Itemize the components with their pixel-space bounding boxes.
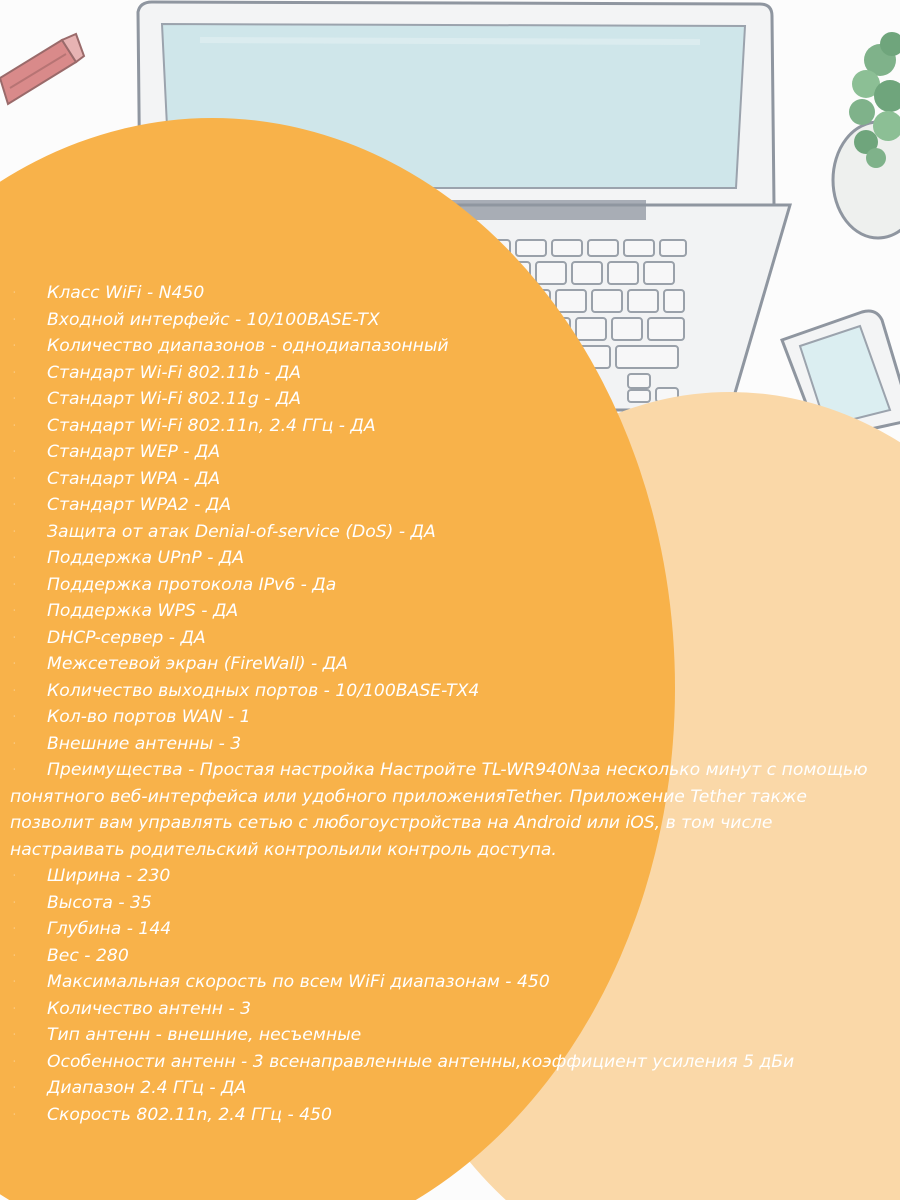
spec-item — [10, 1049, 890, 1076]
spec-item — [10, 1075, 890, 1102]
spec-text: Особенности антенн - 3 всенаправленные антенны,коэффициент усиления 5 дБи — [47, 1051, 795, 1072]
spec-item — [10, 916, 890, 943]
spec-text: Поддержка UPnP - ДА — [47, 548, 245, 568]
spec-item — [10, 545, 890, 572]
spec-text: Поддержка WPS - ДА — [47, 601, 239, 621]
bullet-marker: · — [12, 391, 17, 407]
spec-item — [10, 704, 890, 731]
spec-text: Тип антенн - внешние, несъемные — [47, 1025, 362, 1045]
spec-item — [10, 598, 890, 625]
spec-text: Поддержка протокола IPv6 - Да — [47, 574, 337, 595]
plant-illustration — [833, 32, 900, 238]
spec-text: Количество диапазонов - однодиапазонный — [47, 336, 449, 356]
bullet-marker: · — [12, 550, 17, 566]
spec-item — [10, 969, 890, 996]
bullet-marker: · — [12, 311, 17, 328]
marker-illustration — [0, 34, 84, 104]
bullet-marker: · — [12, 576, 17, 593]
spec-text: Входной интерфейс - 10/100BASE-TX — [47, 309, 380, 330]
bullet-marker: · — [12, 762, 17, 778]
bullet-marker: · — [12, 1053, 17, 1070]
bullet-marker: · — [12, 1080, 17, 1096]
spec-text: Стандарт WPA2 - ДА — [47, 495, 232, 515]
spec-item — [10, 731, 890, 758]
bullet-marker: · — [12, 417, 17, 434]
spec-text: Максимальная скорость по всем WiFi диапазонам - 450 — [47, 972, 550, 992]
spec-text: Стандарт Wi-Fi 802.11g - ДА — [47, 389, 302, 409]
spec-text: Высота - 35 — [47, 892, 152, 913]
spec-item — [10, 466, 890, 493]
bullet-marker: · — [12, 1106, 17, 1123]
bullet-marker: · — [12, 868, 17, 884]
spec-item — [10, 492, 890, 519]
spec-item — [10, 413, 890, 440]
spec-item — [10, 307, 890, 334]
bullet-marker: · — [12, 1027, 17, 1043]
bullet-marker: · — [12, 338, 17, 354]
bullet-marker: · — [12, 921, 17, 937]
spec-text: Внешние антенны - 3 — [47, 733, 242, 754]
spec-item — [10, 1102, 890, 1129]
spec-text: Вес - 280 — [47, 945, 129, 966]
bullet-marker: · — [12, 1000, 17, 1017]
spec-item — [10, 280, 890, 307]
bullet-marker: · — [12, 285, 17, 301]
spec-text: Кол-во портов WAN - 1 — [47, 707, 251, 727]
bullet-marker: · — [12, 497, 17, 513]
bullet-marker: · — [12, 603, 17, 619]
spec-item — [10, 572, 890, 599]
bullet-marker: · — [12, 947, 17, 964]
spec-text: Стандарт WPA - ДА — [47, 468, 221, 489]
bullet-marker: · — [12, 629, 17, 646]
spec-text: Количество антенн - 3 — [47, 998, 252, 1019]
bullet-marker: · — [12, 444, 17, 460]
spec-item — [10, 360, 890, 387]
bullet-marker: · — [12, 894, 17, 911]
spec-text: Класс WiFi - N450 — [47, 283, 205, 303]
spec-text: Стандарт Wi-Fi 802.11b - ДА — [47, 362, 302, 383]
spec-item — [10, 890, 890, 917]
spec-item — [10, 439, 890, 466]
bullet-marker: · — [12, 709, 17, 725]
spec-text: Ширина - 230 — [47, 866, 171, 886]
spec-item — [10, 757, 880, 863]
bullet-marker: · — [12, 974, 17, 990]
spec-item — [10, 386, 890, 413]
spec-text: Защита от атак Denial-of-service (DoS) - ДА — [47, 521, 436, 542]
bullet-marker: · — [12, 364, 17, 381]
spec-item — [10, 678, 890, 705]
bullet-marker: · — [12, 470, 17, 487]
spec-text: Глубина - 144 — [47, 919, 172, 939]
spec-text: DHCP-сервер - ДА — [47, 627, 206, 648]
bullet-marker: · — [12, 523, 17, 540]
spec-item — [10, 1022, 890, 1049]
spec-item — [10, 625, 890, 652]
bullet-marker: · — [12, 682, 17, 699]
spec-item — [10, 333, 890, 360]
spec-text: Преимущества - Простая настройка Настройте TL-WR940Nза несколько минут с помощью понятного веб-интерфейса или удобного приложенияTether. Приложение Tether также позволит вам управлять сетью с любогоустройства на Android или iOS, в том числе настраивать родительский контрольили контроль доступа. — [10, 760, 868, 860]
spec-text: Стандарт WEP - ДА — [47, 442, 221, 462]
spec-item — [10, 651, 890, 678]
spec-item — [10, 996, 890, 1023]
spec-text: Количество выходных портов - 10/100BASE-TX4 — [47, 680, 480, 701]
bullet-marker: · — [12, 656, 17, 672]
spec-item — [10, 519, 890, 546]
spec-item — [10, 943, 890, 970]
spec-text: Межсетевой экран (FireWall) - ДА — [47, 654, 348, 674]
spec-list — [10, 280, 890, 1128]
bullet-marker: · — [12, 735, 17, 752]
spec-text: Стандарт Wi-Fi 802.11n, 2.4 ГГц - ДА — [47, 415, 376, 436]
spec-text: Скорость 802.11n, 2.4 ГГц - 450 — [47, 1104, 332, 1125]
spec-text: Диапазон 2.4 ГГц - ДА — [47, 1078, 247, 1098]
spec-item — [10, 863, 890, 890]
